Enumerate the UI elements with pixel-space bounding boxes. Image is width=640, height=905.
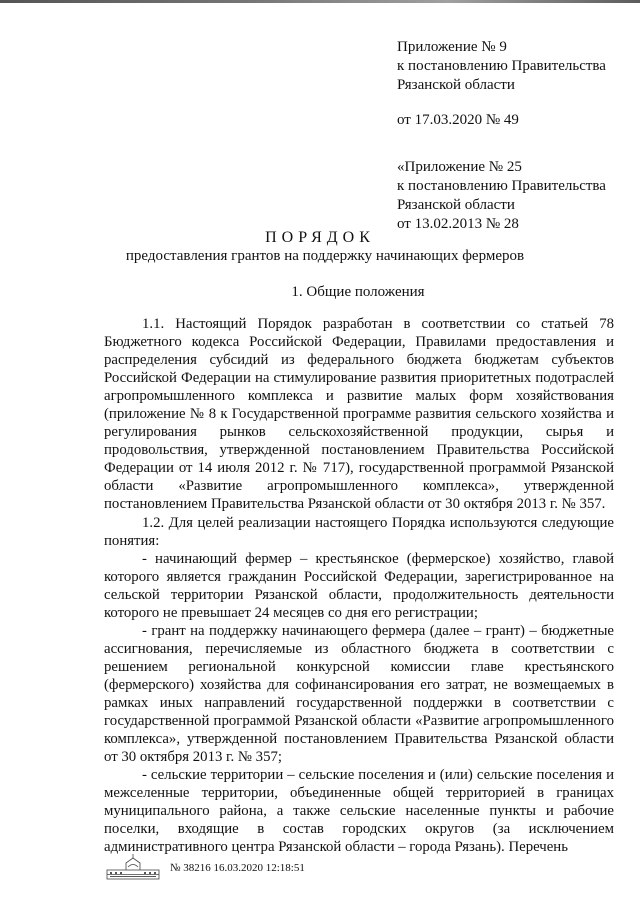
document-title: ПОРЯДОК	[265, 229, 375, 246]
paragraph: 1.1. Настоящий Порядок разработан в соответствии со статьей 78 Бюджетного кодекса Российской Федерации, Правилами предоставления и распределения субсидий из федерального бюджета бюджетам субъектов Российской Федерации на стимулирование развития приоритетных подотраслей агропромышленного комплекса и развитие малых форм хозяйствования (приложение № 8 к Государственной программе развития сельского хозяйства и регулирования рынков сельскохозяйственной продукции, сырья и продовольствия, утвержденной постановлением Правительства Российской Федерации от 14 июля 2012 г. № 717), государственной программой Рязанской области «Развитие агропромышленного комплекса», утвержденной постановлением Правительства Рязанской области от 30 октября 2013 г. № 357.	[104, 316, 614, 513]
paragraph: - грант на поддержку начинающего фермера (далее – грант) – бюджетные ассигнования, перечисляемые из областного бюджета в соответствии с решением региональной конкурсной комиссии главе крестьянского (фермерского) хозяйства для софинансирования его затрат, не возмещаемых в рамках иных направлений государственной поддержки в соответствии с государственной программой Рязанской области «Развитие агропромышленного комплекса», утвержденной постановлением Правительства Рязанской области от 30 октября 2013 г. № 357;	[104, 622, 614, 766]
appendix-block	[397, 38, 629, 234]
appendix-line: Приложение № 9	[397, 39, 507, 55]
document-subtitle: предоставления грантов на поддержку начинающих фермеров	[125, 248, 525, 264]
registry-emblem-icon	[106, 853, 160, 881]
registration-footer	[106, 853, 366, 883]
appendix-line: Рязанской области	[397, 77, 515, 93]
paragraph: 1.2. Для целей реализации настоящего Порядка используются следующие понятия:	[104, 514, 614, 549]
appendix-date: от 13.02.2013 № 28	[397, 216, 519, 232]
appendix-line: Рязанской области	[397, 197, 515, 213]
paragraph: - сельские территории – сельские поселения и (или) сельские поселения и межселенные территории, объединенные общей территорией в границах муниципального района, а также сельские населенные пункты и рабочие поселки, входящие в состав городских округов (за исключением административного центра Рязанской области – города Рязань). Перечень	[104, 767, 614, 856]
appendix-date: от 17.03.2020 № 49	[397, 112, 519, 128]
paragraph: - начинающий фермер – крестьянское (фермерское) хозяйство, главой которого является гражданин Российской Федерации, зарегистрированное на сельской территории Рязанской области, продолжительность деятельности которого не превышает 24 месяцев со дня его регистрации;	[104, 550, 614, 621]
appendix-line: к постановлению Правительства	[397, 178, 606, 194]
registration-stamp: № 38216 16.03.2020 12:18:51	[170, 862, 305, 874]
document-body	[104, 315, 614, 856]
scan-edge	[0, 0, 640, 3]
appendix-line: «Приложение № 25	[397, 159, 522, 175]
section-heading: 1. Общие положения	[291, 284, 425, 300]
appendix-line: к постановлению Правительства	[397, 58, 606, 74]
